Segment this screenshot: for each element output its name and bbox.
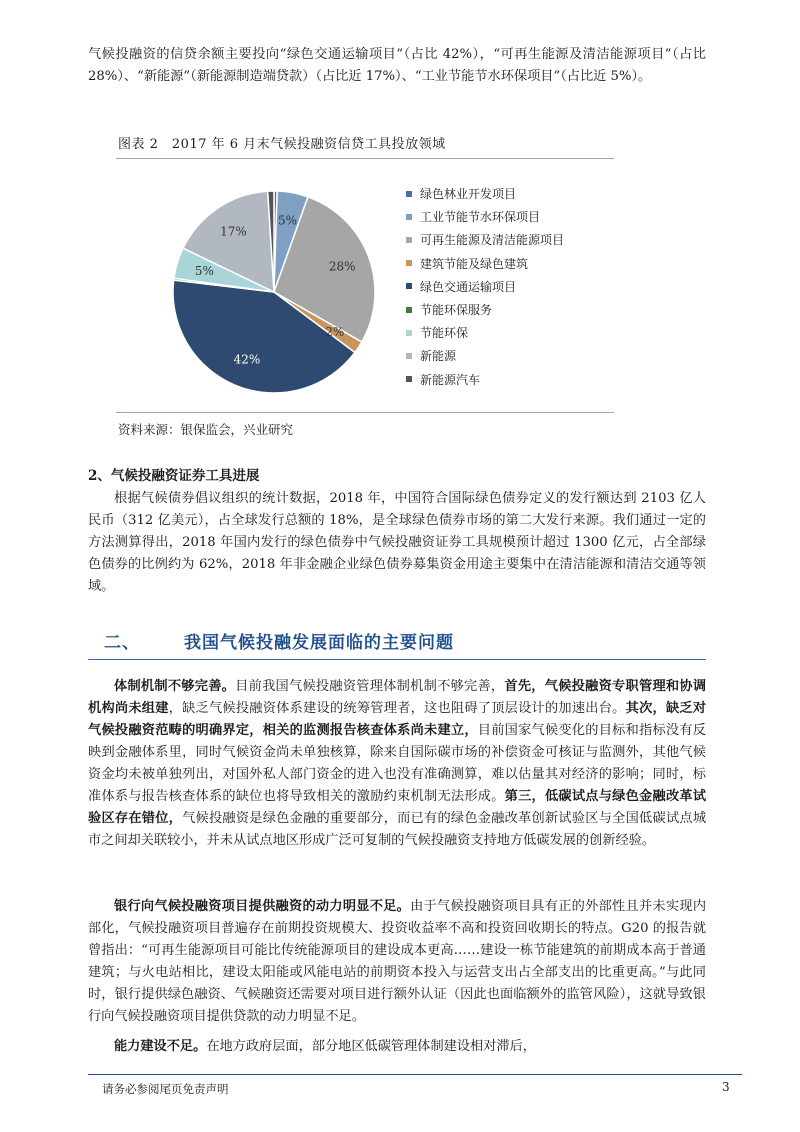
- problem-2-text: 由于气候投融资项目具有正的外部性且并未实现内部化，气候投融资项目普遍存在前期投资规模大、投资收益率不高和投资回收期长的特点。G20 的报告就曾指出：“可再生能源项目可能比传统能源项目的建设成本更高……建设一栋节能建筑的前期成本高于普通建筑；与火电站相比，建设太阳能或风能电站的前期资本投入与运营支出占全部支出的比重更高。”与此同时，银行提供绿色融资、气候融资还需要对项目进行额外认证（因此也面临额外的监管风险），这就导致银行向气候投融资项目提供贷款的动力明显不足。: [88, 899, 707, 1024]
- legend-label-3: 建筑节能及绿色建筑: [420, 256, 529, 271]
- legend-swatch-8: [406, 376, 412, 382]
- problem-3-paragraph: [88, 1036, 706, 1058]
- pie-slice-label-7: 17%: [220, 224, 247, 239]
- legend-label-6: 节能环保: [420, 326, 469, 341]
- legend-item-2: [406, 228, 564, 251]
- footer-rule: [88, 1074, 742, 1075]
- part-2-rule: [88, 659, 706, 660]
- pie-slice-label-6: 5%: [194, 264, 214, 278]
- legend-swatch-2: [406, 237, 412, 243]
- problem-1-text-2: ，缺乏气候投融资体系建设的统筹管理者，这也阻碍了顶层设计的加速出台。: [168, 701, 626, 716]
- legend-label-4: 绿色交通运输项目: [420, 279, 517, 294]
- page-number: 3: [722, 1080, 730, 1094]
- part-2-title: 我国气候投融发展面临的主要问题: [184, 633, 454, 653]
- figure-top-rule: [116, 158, 614, 159]
- pie-slice-label-1: 5%: [277, 213, 298, 228]
- figure-bottom-rule: [116, 412, 614, 413]
- legend-label-2: 可再生能源及清洁能源项目: [420, 233, 565, 248]
- legend-item-4: [406, 275, 564, 298]
- part-2-number: 二、: [104, 633, 140, 653]
- legend-swatch-3: [406, 260, 412, 266]
- intro-paragraph: 气候投融资的信贷余额主要投向“绿色交通运输项目”（占比 42%），“可再生能源及清洁能源项目”（占比 28%）、“新能源”（新能源制造端贷款）（占比近 17%）、“工业节能节水环保项目”（占比近 5%）。: [88, 47, 706, 84]
- problem-1-paragraph: [88, 676, 706, 852]
- problem-3-lead: 能力建设不足。: [114, 1039, 207, 1054]
- chart-legend: [406, 182, 564, 391]
- part-2-heading: [104, 628, 454, 653]
- legend-item-5: [406, 298, 564, 321]
- legend-item-6: [406, 321, 564, 344]
- legend-label-1: 工业节能节水环保项目: [420, 210, 541, 225]
- pie-slices: [173, 191, 375, 393]
- problem-1-point-1: 首先，气候投融资专职管理和协调机构尚未组建: [88, 679, 707, 716]
- problem-2-paragraph: [88, 896, 706, 1028]
- section-2-body: 根据气候债券倡议组织的统计数据，2018 年，中国符合国际绿色债券定义的发行额达到 2103 亿人民币（312 亿美元），占全球发行总额的 18%，是全球绿色债券市场的第二大发行来源。我们通过一定的方法测算得出，2018 年国内发行的绿色债券中气候投融资证券工具规模预计超过 1300 亿元，占全部绿色债券的比例约为 62%，2018 年非金融企业绿色债券募集资金用途主要集中在清洁能源和清洁交通等领域。: [88, 491, 706, 594]
- legend-swatch-5: [406, 307, 412, 313]
- pie-slice-label-3: 2%: [325, 324, 345, 339]
- problem-1-lead: 体制机制不够完善。: [114, 679, 236, 694]
- legend-item-7: [406, 344, 564, 367]
- legend-swatch-6: [406, 330, 412, 336]
- problem-2-lead: 银行向气候投融资项目提供融资的动力明显不足。: [114, 899, 411, 914]
- pie-slice-label-4: 42%: [233, 352, 261, 367]
- legend-label-0: 绿色林业开发项目: [420, 187, 517, 202]
- figure-title: 图表 2 2017 年 6 月末气候投融资信贷工具投放领域: [118, 137, 446, 152]
- problem-3-text: 在地方政府层面，部分地区低碳管理体制建设相对滞后，: [206, 1039, 536, 1054]
- problem-1-text-4: 气候投融资是绿色金融的重要部分，而已有的绿色金融改革创新试验区与全国低碳试点城市之间却关联较小，并未从试点地区形成广泛可复制的气候投融资支持地方低碳发展的创新经验。: [88, 811, 707, 848]
- legend-label-8: 新能源汽车: [420, 372, 481, 387]
- legend-item-8: [406, 368, 564, 391]
- figure-source: 资料来源：银保监会，兴业研究: [118, 422, 294, 437]
- legend-label-7: 新能源: [420, 349, 457, 364]
- legend-item-0: [406, 182, 564, 205]
- problem-1-point-2: 其次，缺乏对气候投融资范畴的明确界定，相关的监测报告核查体系尚未建立，: [88, 701, 707, 738]
- legend-item-3: [406, 252, 564, 275]
- pie-slice-label-2: 28%: [328, 259, 356, 274]
- footer-disclaimer: 请务必参阅尾页免责声明: [102, 1082, 229, 1096]
- legend-swatch-1: [406, 214, 412, 220]
- legend-item-1: [406, 205, 564, 228]
- legend-swatch-7: [406, 353, 412, 359]
- problem-1-text-3: 目前国家气候变化的目标和指标没有反映到金融体系里，同时气候资金尚未单独核算，除来自国际碳市场的补偿资金可核证与监测外，其他气候资金均未被单独列出，对国外私人部门资金的进入也没有准确测算，难以估量其对经济的影响；同时，标准体系与报告核查体系的缺位也将导致相关的激励约束机制无法形成。: [88, 723, 706, 804]
- legend-swatch-4: [406, 283, 412, 289]
- section-2-heading: 2、气候投融资证券工具进展: [88, 468, 260, 484]
- problem-1-point-3: 第三，低碳试点与绿色金融改革试验区存在错位，: [88, 789, 707, 826]
- legend-label-5: 节能环保服务: [420, 303, 493, 318]
- legend-swatch-0: [406, 191, 412, 197]
- problem-1-text-1: 目前我国气候投融资管理体制机制不够完善，: [235, 679, 505, 694]
